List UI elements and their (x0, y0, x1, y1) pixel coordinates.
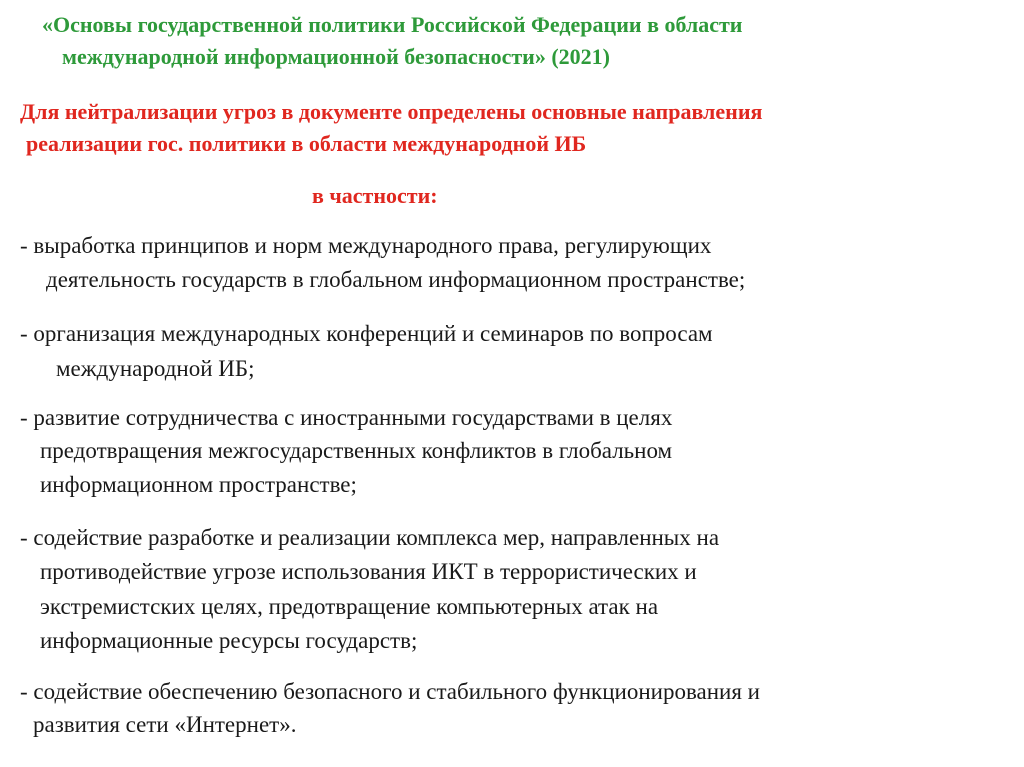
list-item-line: - выработка принципов и норм международного права, регулирующих (20, 233, 712, 258)
list-item-line: развития сети «Интернет». (33, 712, 297, 737)
heading-line-2: реализации гос. политики в области международной ИБ (26, 131, 587, 156)
list-item-line: - организация международных конференций и семинаров по вопросам (20, 321, 713, 346)
list-item-line: международной ИБ; (56, 356, 255, 381)
list-item-line: - содействие разработке и реализации комплекса мер, направленных на (20, 525, 720, 550)
heading-line-3: в частности: (312, 183, 438, 208)
list-item-line: деятельность государств в глобальном информационном пространстве; (46, 267, 746, 292)
title-line-2: международной информационной безопасности» (2021) (62, 44, 610, 69)
list-item-line: - развитие сотрудничества с иностранными государствами в целях (20, 405, 673, 430)
list-item-line: экстремистских целях, предотвращение компьютерных атак на (40, 594, 659, 619)
list-item-line: информационные ресурсы государств; (40, 628, 418, 653)
heading-line-1: Для нейтрализации угроз в документе определены основные направления (20, 99, 763, 124)
list-item-line: - содействие обеспечению безопасного и стабильного функционирования и (20, 679, 760, 704)
title-line-1: «Основы государственной политики Российской Федерации в области (42, 12, 743, 37)
list-item-line: информационном пространстве; (40, 472, 357, 497)
list-item-line: предотвращения межгосударственных конфликтов в глобальном (40, 438, 673, 463)
list-item-line: противодействие угрозе использования ИКТ в террористических и (40, 559, 697, 584)
